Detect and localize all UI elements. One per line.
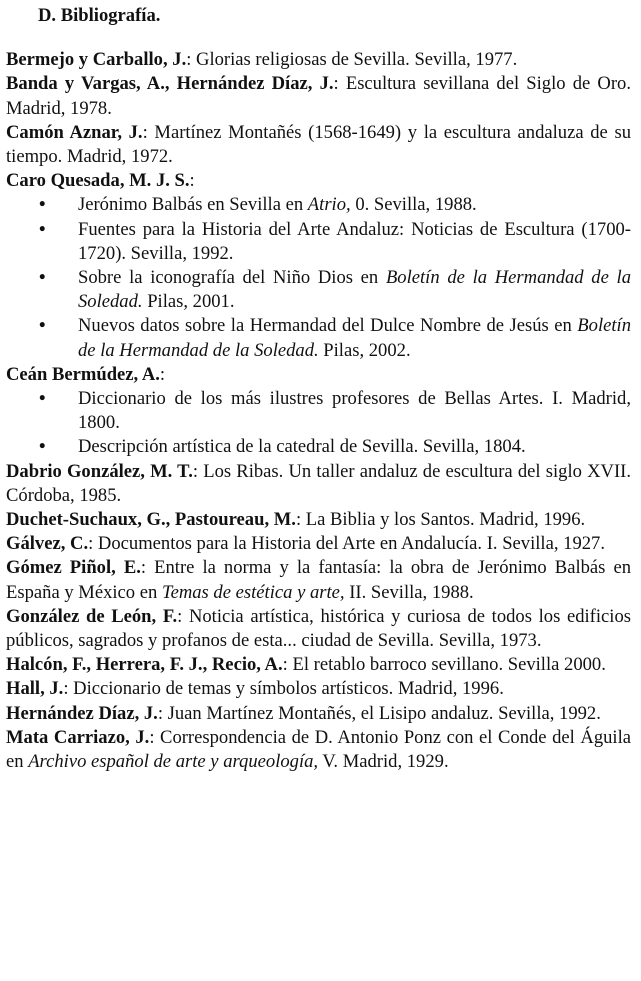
bib-entry-gonzalez-leon [6, 605, 631, 653]
entry-author: González de León, F. [6, 605, 178, 627]
entry-text: : Diccionario de temas y símbolos artísticos. Madrid, 1996. [63, 678, 504, 700]
entry-author: Caro Quesada, M. J. S. [6, 170, 190, 192]
item-text: Nuevos datos sobre la Hermandad del Dulce Nombre de Jesús en [78, 315, 578, 337]
entry-text: : La Biblia y los Santos. Madrid, 1996. [295, 509, 586, 531]
cean-works-list [6, 387, 631, 460]
bullet-icon: • [39, 315, 46, 337]
bib-entry-duchet [6, 508, 631, 532]
entry-text: : [189, 170, 195, 192]
entry-author: Hall, J. [6, 678, 64, 700]
entry-text: : [159, 363, 166, 385]
item-text: Diccionario de los más ilustres profesores de Bellas Artes. I. Madrid, 1800. [78, 388, 631, 434]
entry-author: Gómez Piñol, E. [6, 557, 141, 579]
entry-text: : Glorias religiosas de Sevilla. Sevilla, 1977. [186, 49, 518, 71]
entry-author: Bermejo y Carballo, J. [6, 49, 187, 71]
entry-author: Mata Carriazo, J. [6, 726, 150, 748]
list-item [6, 314, 631, 362]
bullet-icon: • [39, 267, 46, 289]
entry-author: Duchet-Suchaux, G., Pastoureau, M. [6, 509, 296, 531]
entry-author: Gálvez, C. [6, 533, 89, 555]
item-after: Pilas, 2002. [318, 339, 411, 361]
entry-text: : El retablo barroco sevillano. Sevilla 2000. [282, 654, 606, 676]
entry-text: : Los Ribas. Un taller andaluz de escultura del siglo XVII. Córdoba, 1985. [6, 460, 631, 506]
bullet-icon: • [39, 218, 46, 240]
entry-text: : Martínez Montañés (1568-1649) y la escultura andaluza de su tiempo. Madrid, 1972. [6, 121, 631, 168]
bib-entry-dabrio [6, 460, 631, 508]
bib-entry-hall [6, 677, 631, 701]
entry-after: V. Madrid, 1929. [318, 751, 449, 773]
entry-text: : Juan Martínez Montañés, el Lisipo andaluz. Sevilla, 1992. [157, 702, 601, 724]
bib-entry-galvez [6, 532, 631, 556]
entry-italic: Archivo español de arte y arqueología, [28, 751, 319, 773]
item-italic: Atrio, [307, 194, 351, 216]
entry-text: : Documentos para la Historia del Arte en Andalucía. I. Sevilla, 1927. [88, 533, 605, 555]
bib-entry-gomez-pinol [6, 556, 631, 604]
bib-entry-bermejo [6, 48, 631, 72]
list-item [6, 218, 631, 266]
entry-author: Camón Aznar, J. [6, 121, 143, 143]
bib-entry-mata [6, 726, 631, 774]
list-item [6, 193, 631, 217]
bib-entry-hernandez [6, 702, 631, 726]
entry-text: : Noticia artística, histórica y curiosa de todos los edificios públicos, sagrados y profanos de esta... ciudad de Sevilla. Sevilla, 1973. [6, 605, 631, 652]
list-item [6, 266, 631, 314]
entry-author: Banda y Vargas, A., Hernández Díaz, J. [6, 73, 334, 95]
list-item [6, 435, 631, 459]
item-after: 0. Sevilla, 1988. [350, 194, 477, 216]
list-item [6, 387, 631, 435]
item-text: Sobre la iconografía del Niño Dios en [78, 267, 386, 289]
bullet-icon: • [39, 194, 46, 216]
bib-entry-banda [6, 72, 631, 120]
item-text: Descripción artística de la catedral de Sevilla. Sevilla, 1804. [78, 436, 526, 458]
entry-italic: Temas de estética y arte, [161, 581, 345, 603]
item-italic: Boletín de la Hermandad de la Soledad. [78, 315, 631, 361]
entry-after: II. Sevilla, 1988. [344, 581, 474, 603]
bib-entry-camon [6, 121, 631, 169]
bib-entry-caro [6, 169, 631, 193]
caro-works-list [6, 193, 631, 362]
entry-author: Hernández Díaz, J. [6, 702, 158, 724]
item-text: Fuentes para la Historia del Arte Andaluz: Noticias de Escultura (1700-1720). Sevilla, 1992. [78, 218, 631, 264]
entry-text: : Correspondencia de D. Antonio Ponz con el Conde del Águila en [6, 726, 632, 773]
entry-author: Dabrio González, M. T. [6, 460, 193, 482]
bib-entry-cean [6, 363, 631, 387]
bib-entry-halcon [6, 653, 631, 677]
item-text: Jerónimo Balbás en Sevilla en [78, 194, 308, 216]
entry-author: Ceán Bermúdez, A. [6, 363, 160, 385]
section-title: D. Bibliografía. [38, 5, 161, 26]
entry-text: : Entre la norma y la fantasía: la obra de Jerónimo Balbás en España y México en [6, 557, 631, 603]
item-after: Pilas, 2001. [142, 291, 235, 313]
bullet-icon: • [39, 436, 46, 458]
item-italic: Boletín de la Hermandad de la Soledad. [78, 267, 631, 313]
bullet-icon: • [39, 388, 46, 410]
entry-author: Halcón, F., Herrera, F. J., Recio, A. [6, 654, 283, 676]
entry-text: : Escultura sevillana del Siglo de Oro. Madrid, 1978. [6, 73, 631, 119]
